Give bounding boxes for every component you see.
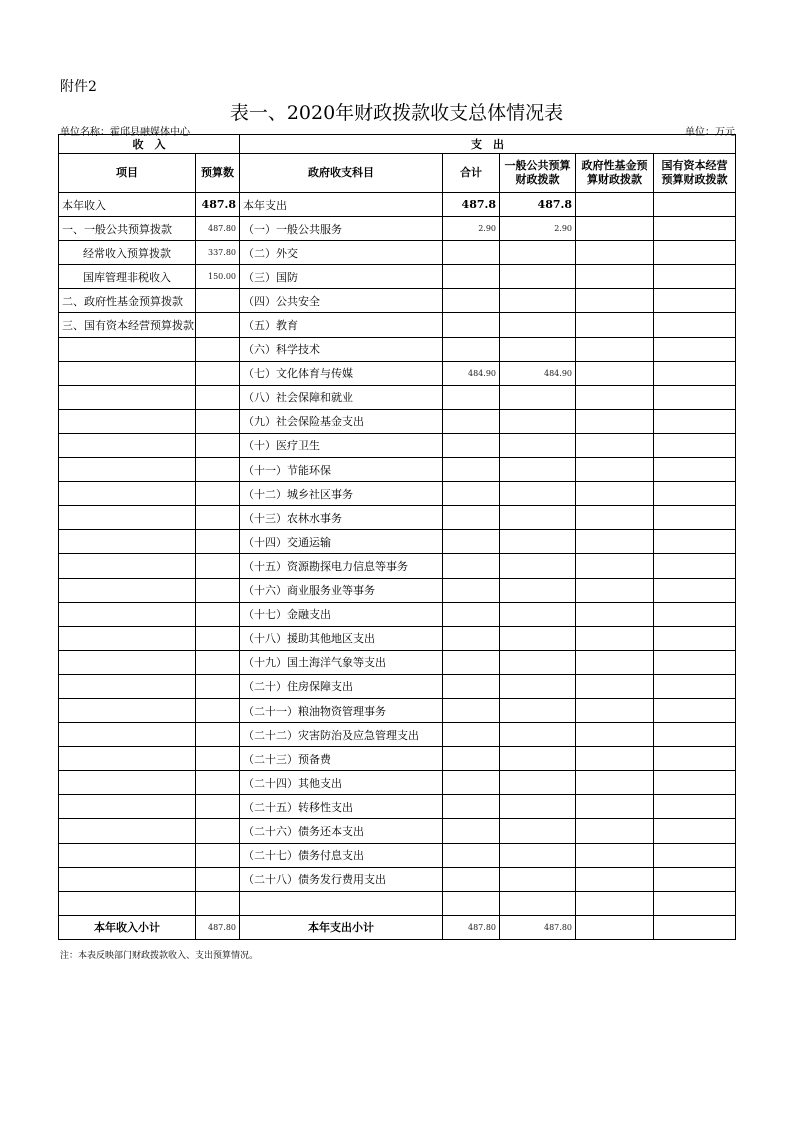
expense-state	[654, 217, 736, 241]
income-item	[59, 843, 196, 867]
attachment-label: 附件2	[60, 79, 97, 95]
table-row	[59, 602, 736, 626]
expense-total	[443, 819, 500, 843]
expense-general	[500, 819, 576, 843]
expense-subject: 本年支出	[240, 193, 443, 217]
expense-state	[654, 337, 736, 361]
table-row	[59, 458, 736, 482]
expense-general	[500, 433, 576, 457]
table-row	[59, 891, 736, 915]
income-amount	[196, 409, 240, 433]
income-amount	[196, 843, 240, 867]
income-item: 二、政府性基金预算拨款	[59, 289, 196, 313]
page-title: 表一、2020年财政拨款收支总体情况表	[229, 102, 564, 124]
income-amount: 337.80	[196, 241, 240, 265]
expense-fund	[576, 506, 654, 530]
expense-state	[654, 723, 736, 747]
expense-fund	[576, 265, 654, 289]
income-item	[59, 433, 196, 457]
income-amount	[196, 433, 240, 457]
expense-subject: （三）国防	[240, 265, 443, 289]
income-item	[59, 891, 196, 915]
expense-general	[500, 795, 576, 819]
expense-general	[500, 650, 576, 674]
expense-total	[443, 313, 500, 337]
budget-table	[58, 134, 736, 940]
expense-subtotal-fund	[576, 915, 654, 939]
income-amount	[196, 385, 240, 409]
income-item	[59, 602, 196, 626]
expense-subject: （十二）城乡社区事务	[240, 482, 443, 506]
expense-state	[654, 530, 736, 554]
expense-subject: （八）社会保障和就业	[240, 385, 443, 409]
expense-general	[500, 578, 576, 602]
expense-general	[500, 265, 576, 289]
table-row	[59, 747, 736, 771]
subtotal-row	[59, 915, 736, 939]
expense-fund	[576, 482, 654, 506]
expense-fund	[576, 337, 654, 361]
expense-fund	[576, 747, 654, 771]
expense-total	[443, 530, 500, 554]
expense-state	[654, 265, 736, 289]
income-item	[59, 723, 196, 747]
expense-state	[654, 867, 736, 891]
expense-subject: （十九）国土海洋气象等支出	[240, 650, 443, 674]
income-item	[59, 385, 196, 409]
income-item	[59, 506, 196, 530]
income-item: 经常收入预算拨款	[59, 241, 196, 265]
expense-general	[500, 723, 576, 747]
expense-subject: （二十）住房保障支出	[240, 674, 443, 698]
income-item	[59, 771, 196, 795]
income-amount	[196, 554, 240, 578]
unit-measure: 单位：万元	[685, 127, 735, 138]
income-item	[59, 819, 196, 843]
expense-general	[500, 337, 576, 361]
expense-fund	[576, 554, 654, 578]
table-row	[59, 771, 736, 795]
col-general-header: 一般公共预算财政拨款	[500, 154, 576, 193]
table-row	[59, 482, 736, 506]
expense-total	[443, 674, 500, 698]
table-row	[59, 217, 736, 241]
expense-subject: （二十六）债务还本支出	[240, 819, 443, 843]
expense-general	[500, 674, 576, 698]
expense-state	[654, 385, 736, 409]
expense-general	[500, 747, 576, 771]
table-row	[59, 554, 736, 578]
expense-state	[654, 674, 736, 698]
income-item	[59, 530, 196, 554]
table-row	[59, 265, 736, 289]
expense-fund	[576, 891, 654, 915]
expense-general	[500, 289, 576, 313]
expense-fund	[576, 843, 654, 867]
income-item	[59, 337, 196, 361]
col-item-header: 项目	[59, 154, 196, 193]
expense-total	[443, 891, 500, 915]
expense-total	[443, 385, 500, 409]
income-item	[59, 361, 196, 385]
income-item: 国库管理非税收入	[59, 265, 196, 289]
expense-subject: （六）科学技术	[240, 337, 443, 361]
expense-state	[654, 795, 736, 819]
expense-fund	[576, 241, 654, 265]
expense-total	[443, 698, 500, 722]
expense-general	[500, 867, 576, 891]
income-item	[59, 409, 196, 433]
expense-state	[654, 361, 736, 385]
expense-total	[443, 506, 500, 530]
expense-subject: （二十七）债务付息支出	[240, 843, 443, 867]
table-row	[59, 867, 736, 891]
expense-fund	[576, 626, 654, 650]
income-header: 收 入	[59, 135, 240, 154]
section-header-row	[59, 135, 736, 154]
expense-state	[654, 891, 736, 915]
table-row	[59, 409, 736, 433]
expense-state	[654, 650, 736, 674]
expense-fund	[576, 193, 654, 217]
expense-subject: （十）医疗卫生	[240, 433, 443, 457]
expense-subject: （二十五）转移性支出	[240, 795, 443, 819]
expense-fund	[576, 217, 654, 241]
income-item	[59, 747, 196, 771]
table-row	[59, 385, 736, 409]
expense-total	[443, 433, 500, 457]
table-row	[59, 819, 736, 843]
expense-general	[500, 385, 576, 409]
expense-total	[443, 747, 500, 771]
expense-state	[654, 241, 736, 265]
expense-fund	[576, 433, 654, 457]
col-budget-header: 预算数	[196, 154, 240, 193]
income-amount	[196, 626, 240, 650]
income-item: 本年收入	[59, 193, 196, 217]
expense-total	[443, 554, 500, 578]
table-row	[59, 433, 736, 457]
expense-subject: （二十四）其他支出	[240, 771, 443, 795]
expense-state	[654, 482, 736, 506]
col-state-header: 国有资本经营预算财政拨款	[654, 154, 736, 193]
table-row	[59, 843, 736, 867]
expense-total	[443, 626, 500, 650]
expense-general	[500, 241, 576, 265]
expense-subject: （二十二）灾害防治及应急管理支出	[240, 723, 443, 747]
expense-fund	[576, 578, 654, 602]
expense-total	[443, 867, 500, 891]
expense-total	[443, 795, 500, 819]
table-row	[59, 506, 736, 530]
income-item	[59, 578, 196, 602]
expense-subject: （二十八）债务发行费用支出	[240, 867, 443, 891]
expense-total	[443, 578, 500, 602]
expense-fund	[576, 723, 654, 747]
expense-state	[654, 602, 736, 626]
expense-subject: （十一）节能环保	[240, 458, 443, 482]
expense-subtotal-label: 本年支出小计	[240, 915, 443, 939]
expense-total	[443, 771, 500, 795]
expense-state	[654, 843, 736, 867]
expense-subject: （十五）资源勘探电力信息等事务	[240, 554, 443, 578]
expense-state	[654, 771, 736, 795]
column-header-row	[59, 154, 736, 193]
table-row	[59, 337, 736, 361]
expense-state	[654, 747, 736, 771]
table-row	[59, 361, 736, 385]
table-row	[59, 241, 736, 265]
expense-state	[654, 433, 736, 457]
expense-fund	[576, 795, 654, 819]
expense-subject: （七）文化体育与传媒	[240, 361, 443, 385]
expense-general	[500, 482, 576, 506]
income-amount	[196, 698, 240, 722]
expense-state	[654, 458, 736, 482]
expense-total: 487.8	[443, 193, 500, 217]
expense-general	[500, 771, 576, 795]
income-amount: 487.80	[196, 217, 240, 241]
income-amount	[196, 795, 240, 819]
expense-general	[500, 843, 576, 867]
expense-total	[443, 289, 500, 313]
income-amount	[196, 674, 240, 698]
expense-fund	[576, 650, 654, 674]
expense-fund	[576, 385, 654, 409]
expense-total	[443, 409, 500, 433]
table-row	[59, 795, 736, 819]
expense-fund	[576, 602, 654, 626]
expense-general: 487.8	[500, 193, 576, 217]
expense-subject: （二十一）粮油物资管理事务	[240, 698, 443, 722]
income-amount	[196, 482, 240, 506]
income-amount	[196, 289, 240, 313]
expense-fund	[576, 698, 654, 722]
expense-subject: （五）教育	[240, 313, 443, 337]
expense-subject: （十四）交通运输	[240, 530, 443, 554]
expense-general: 484.90	[500, 361, 576, 385]
income-amount	[196, 506, 240, 530]
expense-subtotal-state	[654, 915, 736, 939]
expense-fund	[576, 771, 654, 795]
expense-fund	[576, 313, 654, 337]
table-row	[59, 626, 736, 650]
expense-general	[500, 506, 576, 530]
table-row	[59, 674, 736, 698]
table-row	[59, 698, 736, 722]
expense-general	[500, 891, 576, 915]
expense-state	[654, 289, 736, 313]
expense-state	[654, 698, 736, 722]
expense-header: 支 出	[240, 135, 736, 154]
expense-general	[500, 626, 576, 650]
expense-state	[654, 506, 736, 530]
table-row	[59, 723, 736, 747]
expense-fund	[576, 361, 654, 385]
income-amount	[196, 361, 240, 385]
expense-fund	[576, 458, 654, 482]
income-amount	[196, 723, 240, 747]
table-row	[59, 530, 736, 554]
table-row	[59, 650, 736, 674]
income-item: 三、国有资本经营预算拨款	[59, 313, 196, 337]
income-amount	[196, 602, 240, 626]
unit-name: 单位名称：霍邱县融媒体中心	[60, 127, 190, 138]
table-row	[59, 193, 736, 217]
expense-total	[443, 650, 500, 674]
table-row	[59, 313, 736, 337]
expense-total	[443, 337, 500, 361]
income-item	[59, 698, 196, 722]
table-row	[59, 289, 736, 313]
expense-subject: （十六）商业服务业等事务	[240, 578, 443, 602]
expense-subtotal-total: 487.80	[443, 915, 500, 939]
col-subject-header: 政府收支科目	[240, 154, 443, 193]
expense-subject: （九）社会保险基金支出	[240, 409, 443, 433]
expense-general: 2.90	[500, 217, 576, 241]
income-item	[59, 867, 196, 891]
expense-general	[500, 602, 576, 626]
expense-general	[500, 554, 576, 578]
expense-general	[500, 530, 576, 554]
expense-total	[443, 458, 500, 482]
expense-general	[500, 313, 576, 337]
expense-subject	[240, 891, 443, 915]
expense-total	[443, 602, 500, 626]
expense-state	[654, 313, 736, 337]
income-subtotal-label: 本年收入小计	[59, 915, 196, 939]
expense-total	[443, 843, 500, 867]
expense-subject: （二）外交	[240, 241, 443, 265]
col-total-header: 合计	[443, 154, 500, 193]
income-amount	[196, 337, 240, 361]
expense-state	[654, 626, 736, 650]
expense-fund	[576, 530, 654, 554]
expense-subject: （一）一般公共服务	[240, 217, 443, 241]
expense-fund	[576, 819, 654, 843]
expense-total	[443, 241, 500, 265]
expense-state	[654, 554, 736, 578]
income-amount: 487.8	[196, 193, 240, 217]
income-item	[59, 554, 196, 578]
expense-subject: （十七）金融支出	[240, 602, 443, 626]
expense-subject: （十八）援助其他地区支出	[240, 626, 443, 650]
income-item	[59, 650, 196, 674]
expense-subtotal-general: 487.80	[500, 915, 576, 939]
income-amount	[196, 867, 240, 891]
expense-fund	[576, 674, 654, 698]
expense-state	[654, 578, 736, 602]
expense-fund	[576, 409, 654, 433]
income-amount	[196, 578, 240, 602]
expense-fund	[576, 867, 654, 891]
expense-total	[443, 482, 500, 506]
income-amount	[196, 747, 240, 771]
expense-total: 2.90	[443, 217, 500, 241]
income-subtotal-value: 487.80	[196, 915, 240, 939]
expense-state	[654, 819, 736, 843]
income-amount	[196, 530, 240, 554]
col-fund-header: 政府性基金预算财政拨款	[576, 154, 654, 193]
income-item	[59, 795, 196, 819]
income-amount	[196, 771, 240, 795]
income-amount: 150.00	[196, 265, 240, 289]
income-item	[59, 482, 196, 506]
expense-total: 484.90	[443, 361, 500, 385]
expense-total	[443, 723, 500, 747]
expense-total	[443, 265, 500, 289]
income-amount	[196, 313, 240, 337]
footnote: 注：本表反映部门财政拨款收入、支出预算情况。	[60, 951, 259, 961]
expense-general	[500, 698, 576, 722]
table-row	[59, 578, 736, 602]
expense-state	[654, 193, 736, 217]
income-amount	[196, 891, 240, 915]
expense-subject: （四）公共安全	[240, 289, 443, 313]
income-amount	[196, 650, 240, 674]
income-amount	[196, 819, 240, 843]
expense-general	[500, 458, 576, 482]
income-item: 一、一般公共预算拨款	[59, 217, 196, 241]
expense-fund	[576, 289, 654, 313]
expense-subject: （十三）农林水事务	[240, 506, 443, 530]
expense-state	[654, 409, 736, 433]
income-amount	[196, 458, 240, 482]
income-item	[59, 458, 196, 482]
expense-general	[500, 409, 576, 433]
income-item	[59, 674, 196, 698]
income-item	[59, 626, 196, 650]
expense-subject: （二十三）预备费	[240, 747, 443, 771]
